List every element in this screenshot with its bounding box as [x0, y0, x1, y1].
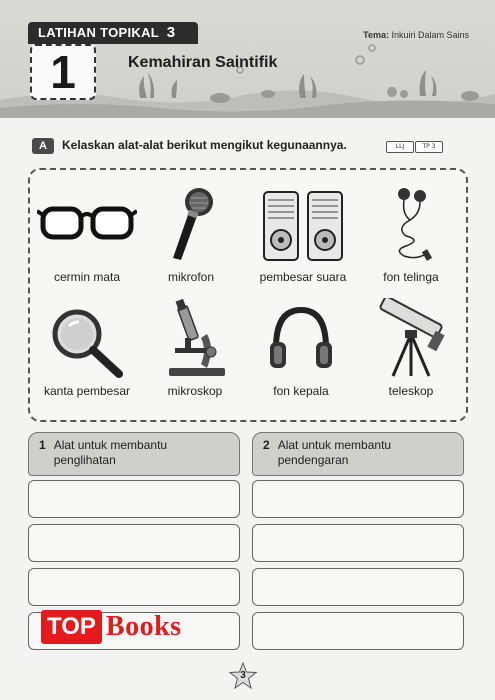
level-tag: TP 3	[415, 141, 443, 153]
item-telescope[interactable]	[356, 298, 466, 398]
category-number: 2	[263, 438, 270, 452]
eyeglasses-icon	[37, 199, 137, 249]
header-banner	[0, 0, 495, 118]
answer-slot-hearing-4[interactable]	[252, 612, 464, 650]
magnifying-glass-icon	[47, 298, 127, 378]
skill-tag: LLJ	[386, 141, 414, 153]
topical-number: 3	[166, 24, 176, 41]
item-microphone[interactable]	[136, 184, 246, 284]
item-magnifying-glass[interactable]	[32, 298, 142, 398]
unit-number: 1	[50, 46, 76, 98]
item-label: fon telinga	[383, 270, 439, 284]
theme-label	[363, 30, 469, 40]
earphones-icon	[376, 184, 446, 264]
item-speaker[interactable]	[248, 184, 358, 284]
theme-value: Inkuiri Dalam Sains	[391, 30, 469, 40]
question-badge: A	[32, 138, 54, 154]
question-instruction: Kelaskan alat-alat berikut mengikut kegunaannya.	[62, 138, 347, 152]
item-label: mikroskop	[167, 384, 223, 398]
theme-key: Tema:	[363, 30, 389, 40]
watermark-top: TOP	[41, 610, 102, 644]
category-number: 1	[39, 438, 46, 452]
category-text: Alat untuk membantu pendengaran	[277, 438, 392, 467]
answer-slot-hearing-1[interactable]	[252, 480, 464, 518]
item-label: teleskop	[388, 384, 434, 398]
category-hearing-header	[252, 432, 464, 476]
topbooks-watermark	[41, 610, 182, 644]
speaker-icon	[258, 184, 348, 264]
item-label: fon kepala	[273, 384, 329, 398]
unit-title: Kemahiran Saintifik	[128, 54, 278, 71]
answer-slot-sight-2[interactable]	[28, 524, 240, 562]
item-label: kanta pembesar	[43, 384, 131, 398]
watermark-books: Books	[105, 611, 182, 642]
topical-tab	[28, 22, 198, 44]
item-microscope[interactable]	[140, 298, 250, 398]
answer-slot-sight-1[interactable]	[28, 480, 240, 518]
microphone-icon	[161, 184, 221, 264]
answer-slot-hearing-3[interactable]	[252, 568, 464, 606]
microscope-icon	[155, 298, 235, 378]
item-headphones[interactable]	[246, 298, 356, 398]
unit-number-box	[30, 44, 96, 100]
item-eyeglasses[interactable]	[32, 184, 142, 284]
item-label: mikrofon	[167, 270, 214, 284]
topical-label: LATIHAN TOPIKAL	[38, 25, 159, 40]
category-sight-header	[28, 432, 240, 476]
items-panel	[28, 168, 468, 422]
headphones-icon	[266, 298, 336, 378]
item-label: cermin mata	[53, 270, 121, 284]
item-earphones[interactable]	[356, 184, 466, 284]
answer-slot-sight-3[interactable]	[28, 568, 240, 606]
item-label: pembesar suara	[259, 270, 347, 284]
page-number-text: 3	[240, 670, 246, 681]
telescope-icon	[371, 298, 451, 378]
category-text: Alat untuk membantu penglihatan	[53, 438, 168, 467]
answer-slot-hearing-2[interactable]	[252, 524, 464, 562]
page-number	[229, 662, 257, 688]
